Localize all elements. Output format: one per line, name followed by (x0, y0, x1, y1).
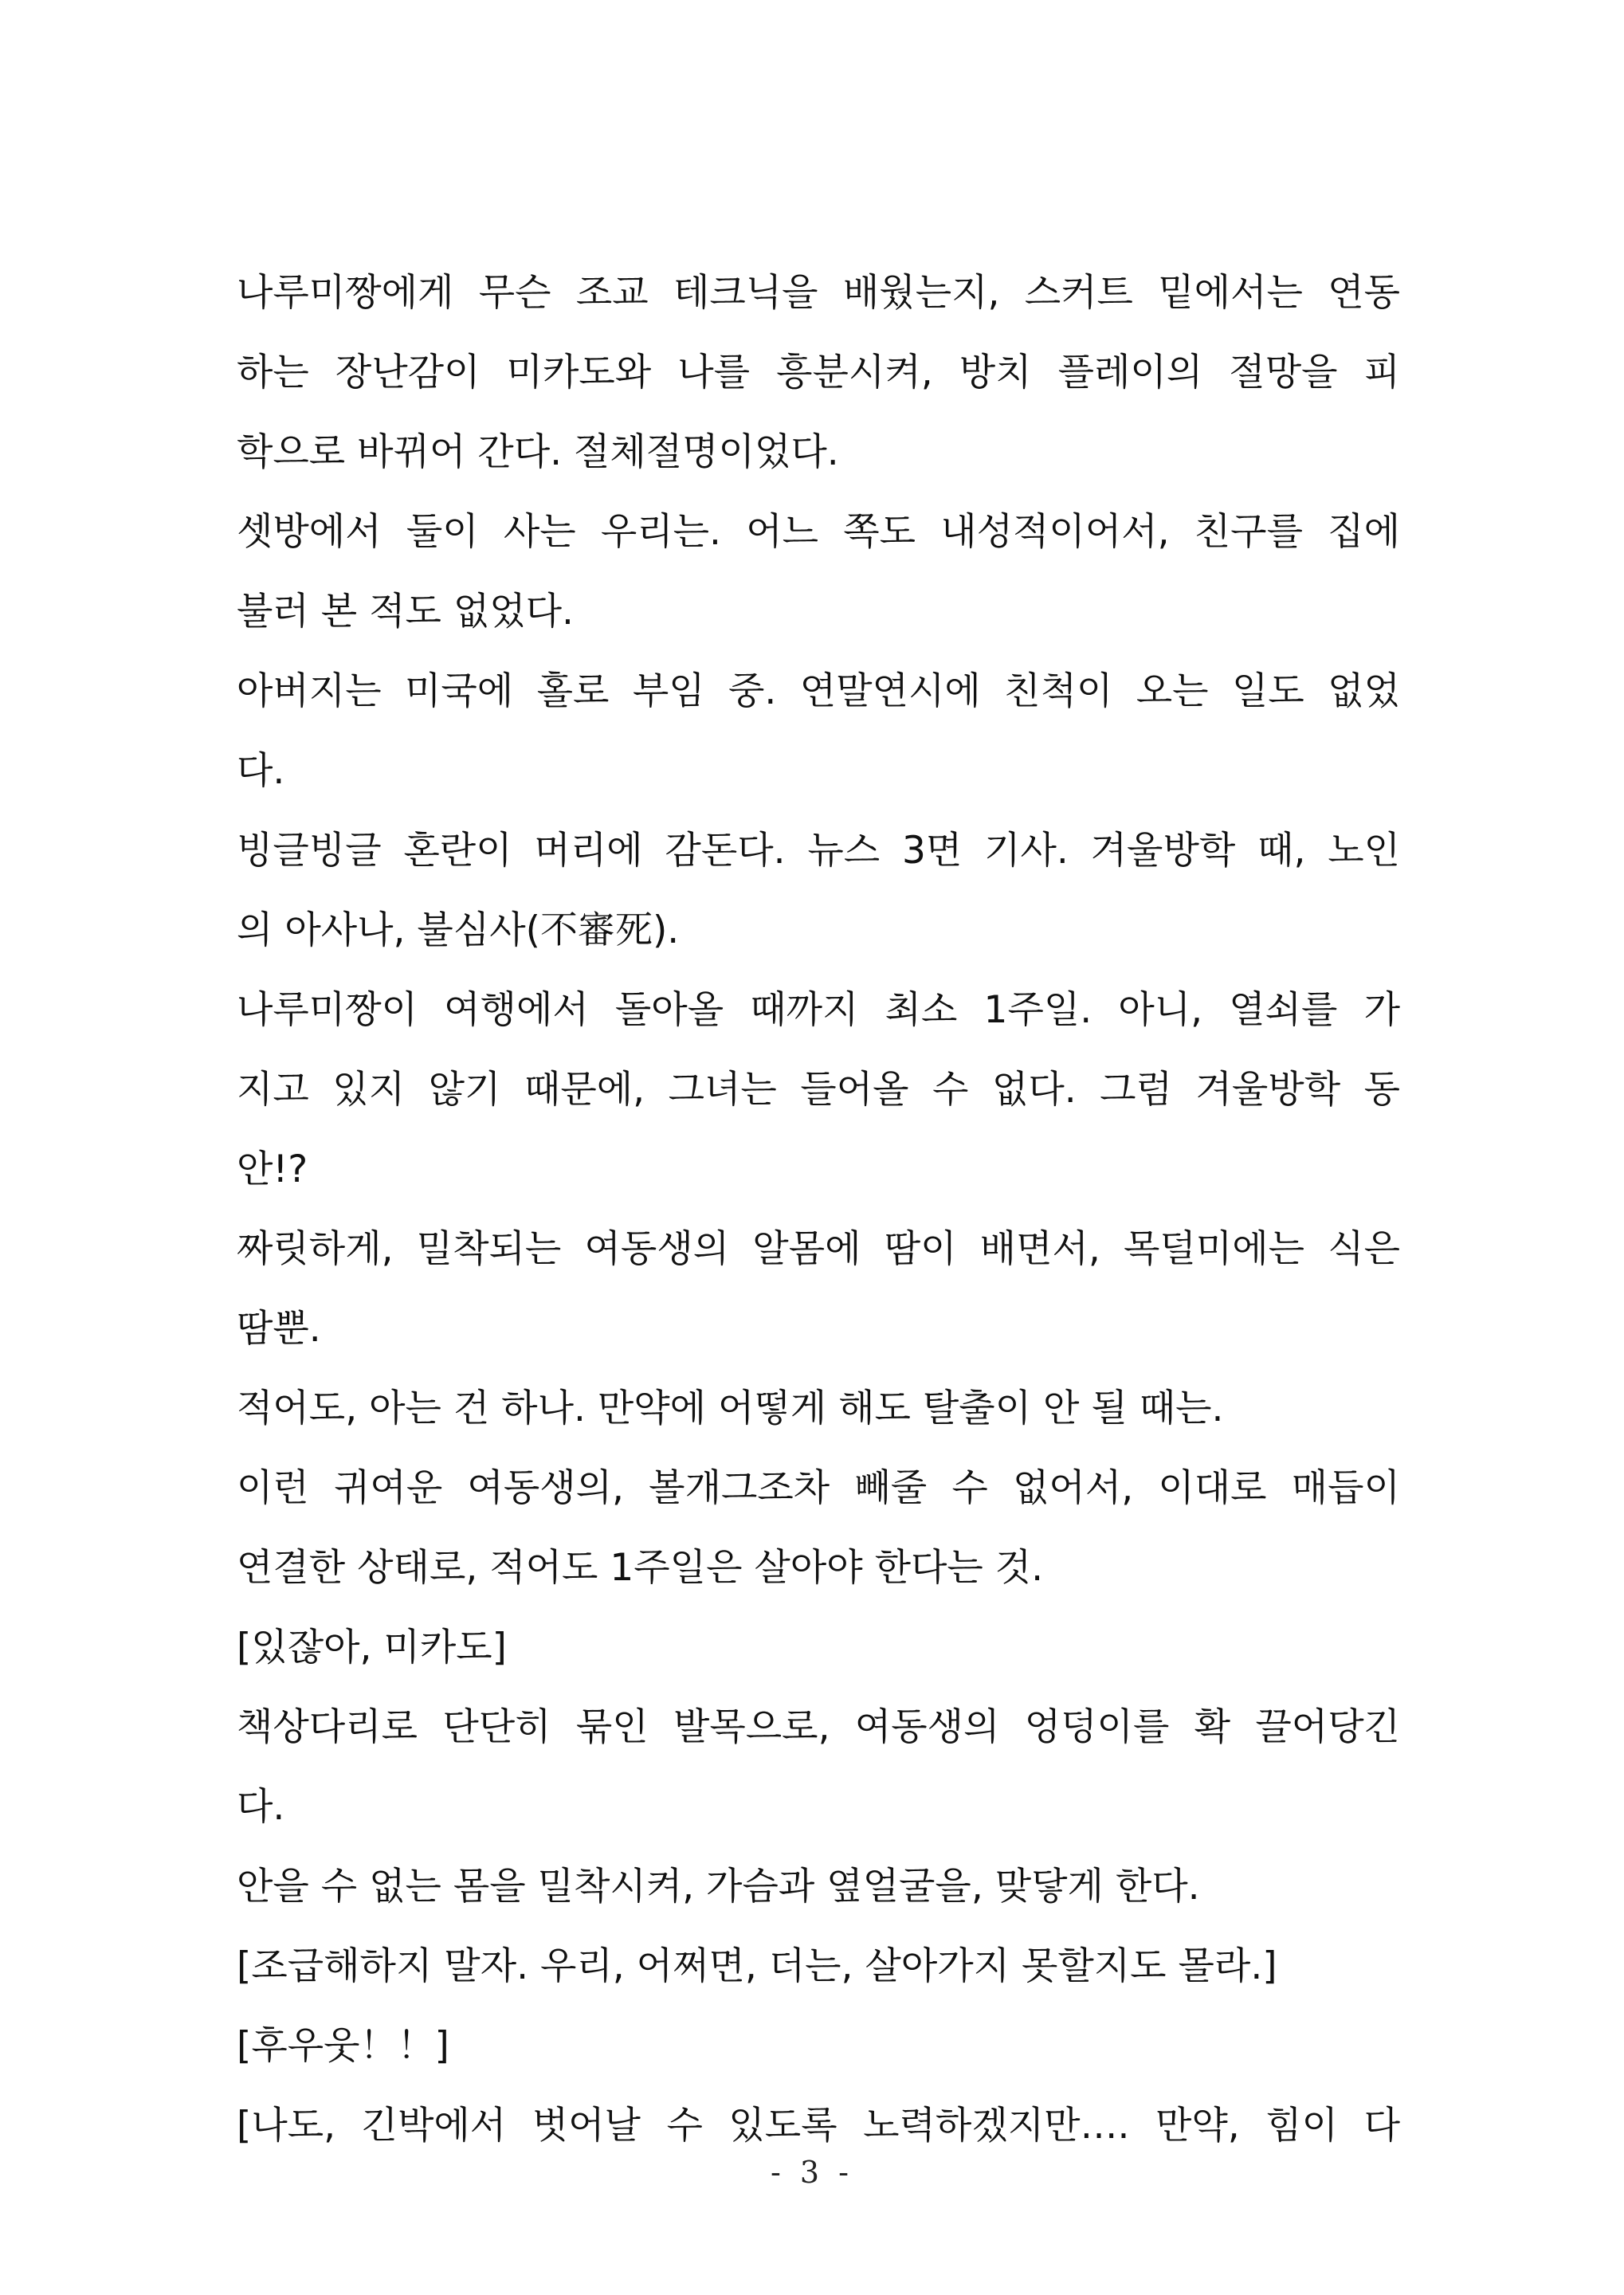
text-line: 나루미짱에게 무슨 조교 테크닉을 배웠는지, 스커트 밑에서는 연동 (237, 271, 1400, 315)
page-number: - 3 - (770, 2155, 853, 2190)
text-line: 나루미짱이 여행에서 돌아올 때까지 최소 1주일. 아니, 열쇠를 가 (237, 988, 1400, 1032)
text-line: 아버지는 미국에 홀로 부임 중. 연말연시에 친척이 오는 일도 없었 (237, 669, 1400, 713)
text-line: 지고 있지 않기 때문에, 그녀는 들어올 수 없다. 그럼 겨울방학 동 (237, 1068, 1400, 1112)
text-line: 안!? (237, 1148, 308, 1191)
text-line: 짜릿하게, 밀착되는 여동생의 알몸에 땀이 배면서, 목덜미에는 식은 (237, 1227, 1400, 1271)
text-line: 땀뿐. (237, 1307, 321, 1351)
text-line: 연결한 상태로, 적어도 1주일은 살아야 한다는 것. (237, 1546, 1044, 1590)
text-line: 이런 귀여운 여동생의, 볼개그조차 빼줄 수 없어서, 이대로 매듭이 (237, 1466, 1400, 1510)
text-line: 학으로 바뀌어 간다. 절체절명이었다. (237, 430, 839, 474)
text-line: [후우웃！！] (237, 2024, 449, 2068)
text-line: 적어도, 아는 건 하나. 만약에 어떻게 해도 탈출이 안 될 때는. (237, 1387, 1224, 1430)
body-text (237, 253, 1400, 2166)
text-line: [조급해하지 말자. 우리, 어쩌면, 더는, 살아가지 못할지도 몰라.] (237, 1944, 1277, 1988)
text-line: 다. (237, 749, 285, 793)
text-line: 책상다리로 단단히 묶인 발목으로, 여동생의 엉덩이를 확 끌어당긴 (237, 1705, 1400, 1749)
text-line: 불러 본 적도 없었다. (237, 590, 574, 634)
text-line: [나도, 긴박에서 벗어날 수 있도록 노력하겠지만…. 만약, 힘이 다 (237, 2104, 1400, 2148)
text-line: 셋방에서 둘이 사는 우리는. 어느 쪽도 내성적이어서, 친구를 집에 (237, 510, 1400, 554)
text-line: [있잖아, 미카도] (237, 1626, 507, 1669)
text-line: 빙글빙글 혼란이 머리에 감돈다. 뉴스 3면 기사. 겨울방학 때, 노인 (237, 829, 1400, 873)
text-line: 의 아사나, 불심사(不審死). (237, 908, 680, 952)
text-line: 안을 수 없는 몸을 밀착시켜, 가슴과 옆얼굴을, 맞닿게 한다. (237, 1865, 1200, 1909)
text-line: 하는 장난감이 미카도와 나를 흥분시켜, 방치 플레이의 절망을 피 (237, 351, 1400, 394)
text-line: 다. (237, 1785, 285, 1829)
